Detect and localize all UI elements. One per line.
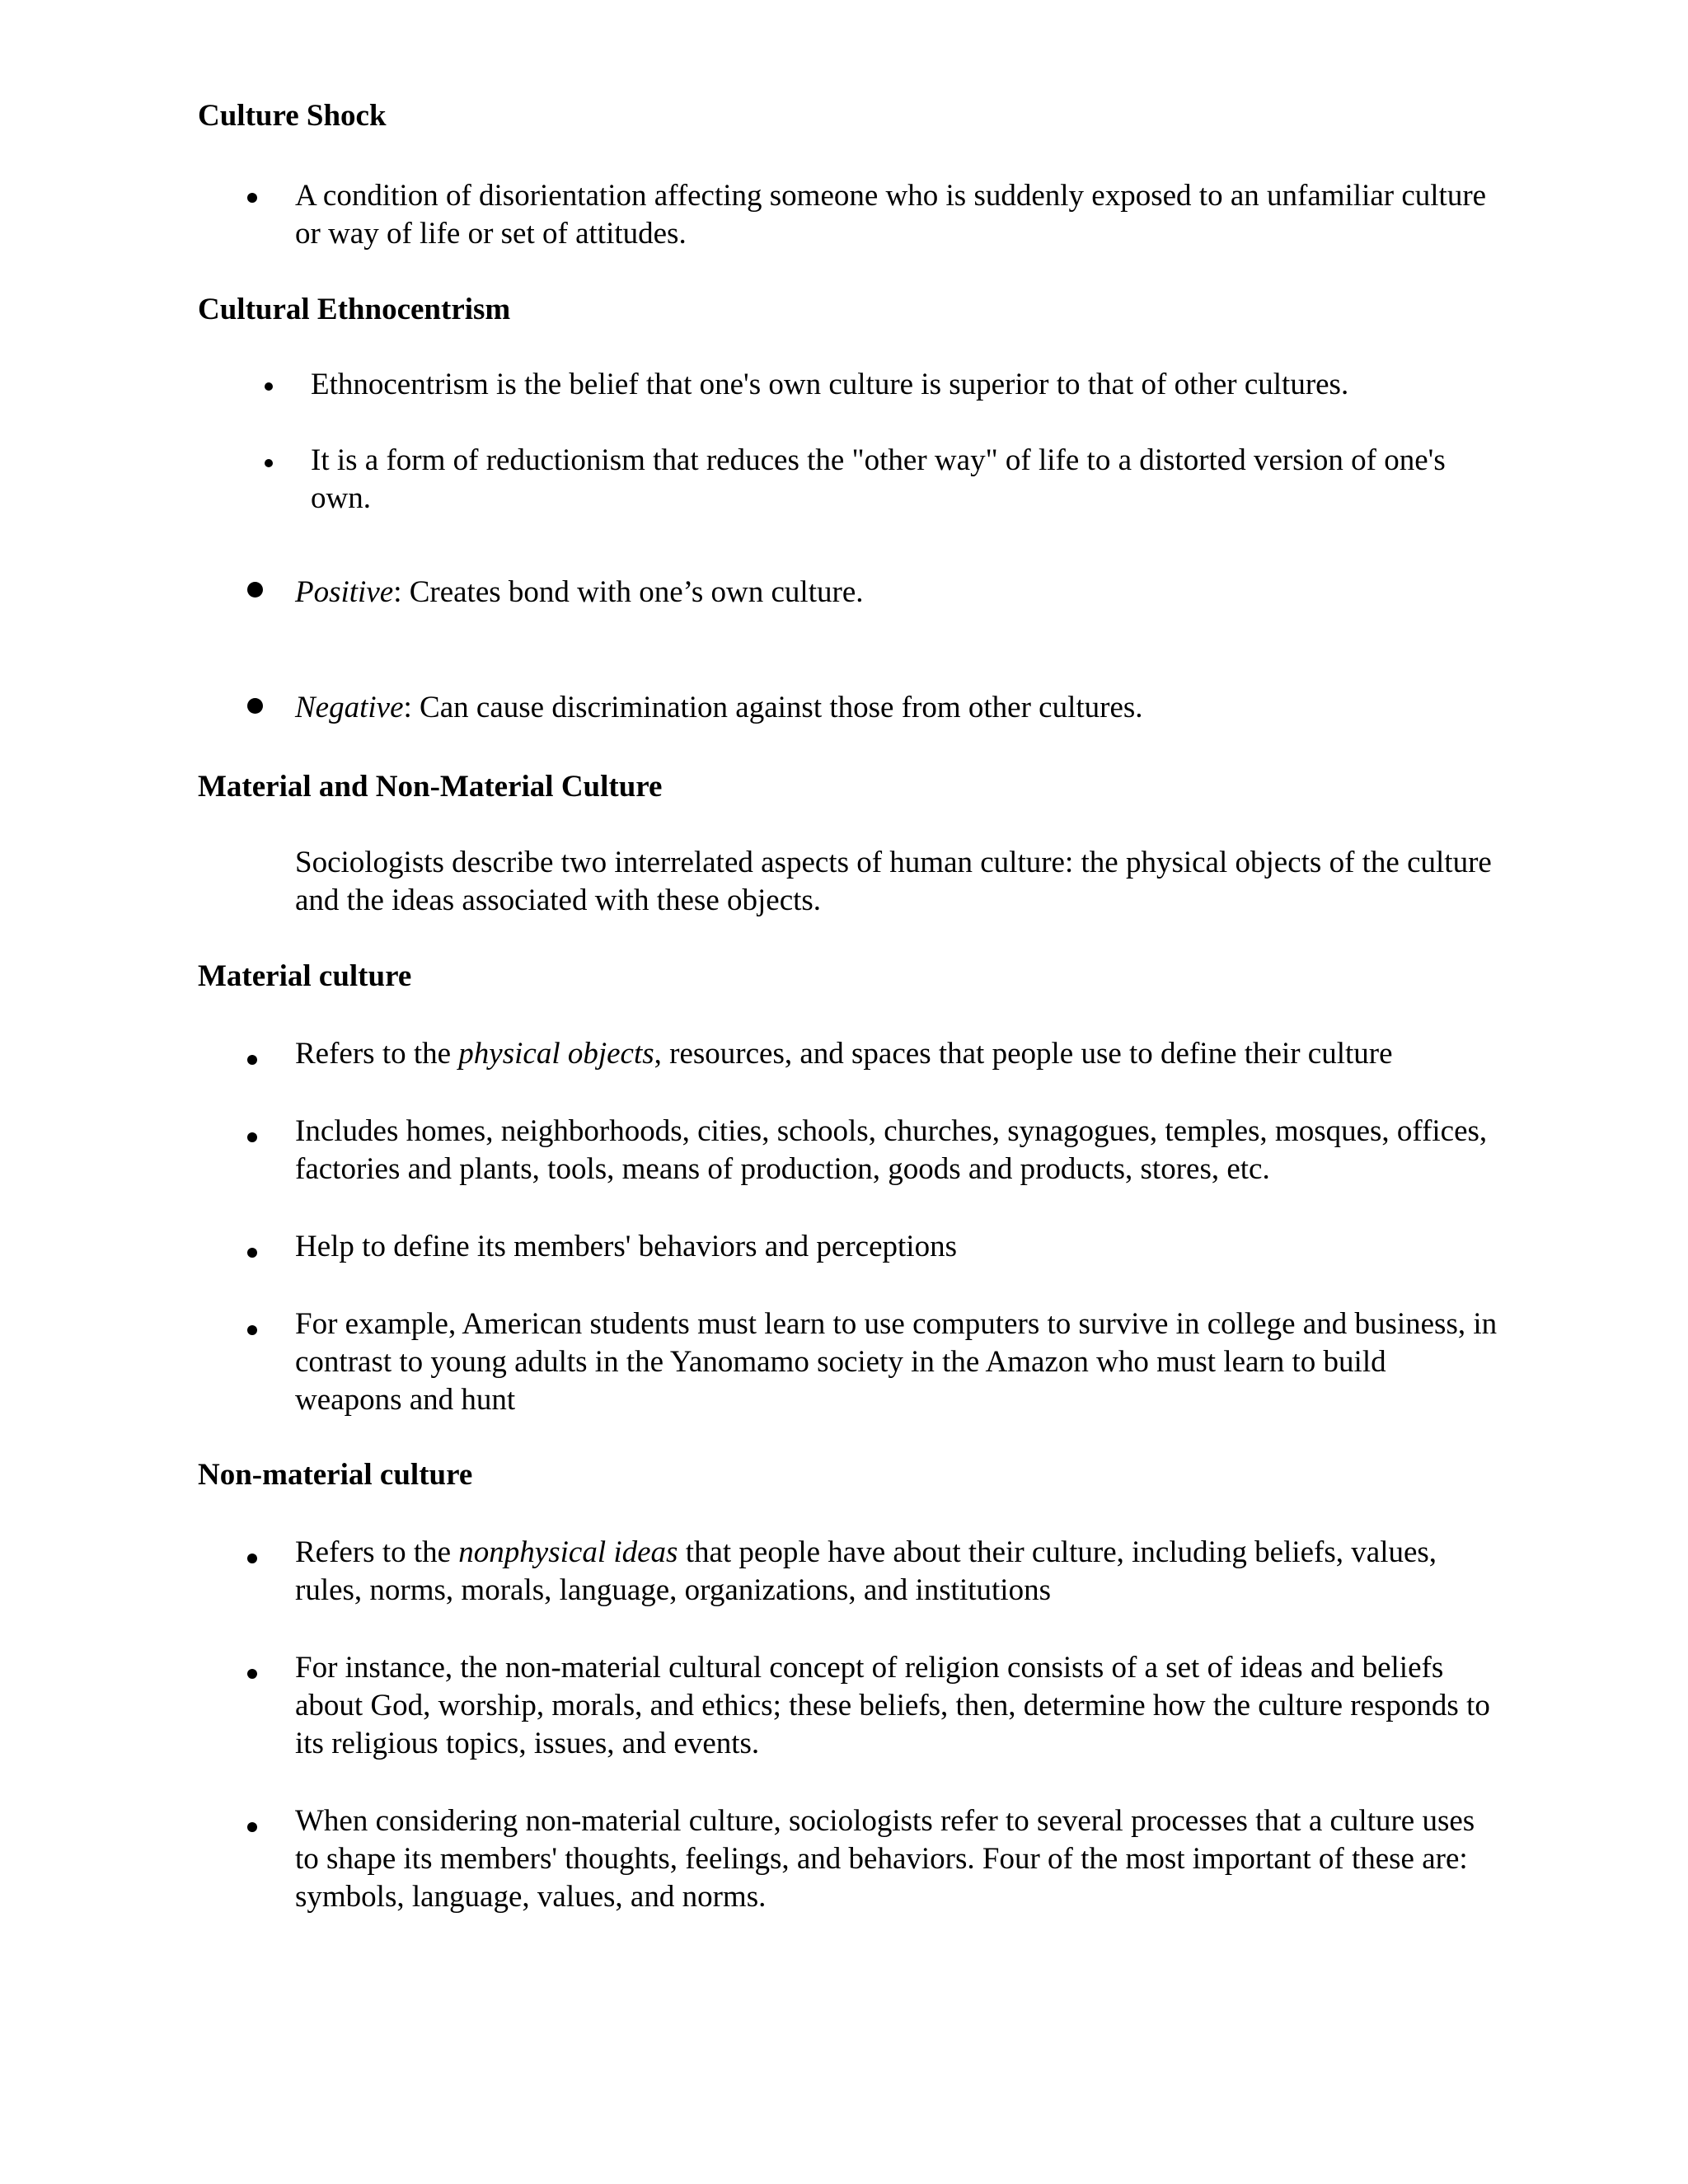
material-bullet-define-behaviors: Help to define its members' behaviors and perceptions [295, 1230, 957, 1263]
material-bullet-physical-objects [295, 1035, 1498, 1073]
bullet-dot [247, 1132, 257, 1142]
aspects-paragraph: Sociologists describe two interrelated aspects of human culture: the physical objects of the culture and the ideas associated with these objects. [295, 846, 1492, 917]
heading-material-culture: Material culture [198, 959, 412, 993]
nonmaterial-bullet-processes: When considering non-material culture, sociologists refer to several processes that a culture uses to shape its members' thoughts, feelings, and behaviors. Four of the most important of these are: symbols, language, values, and norms. [295, 1804, 1475, 1914]
text-run: , resources, and spaces that people use to define their culture [654, 1037, 1393, 1071]
ethnocentrism-positive [295, 574, 1498, 612]
bullet-dot [265, 459, 273, 467]
nonmaterial-bullet-nonphysical-ideas [295, 1534, 1498, 1610]
bullet-dot [247, 1554, 257, 1563]
ethnocentrism-negative [295, 689, 1498, 727]
bullet-dot [247, 1248, 257, 1258]
text-run: Refers to the [295, 1535, 459, 1569]
ethnocentrism-definition: Ethnocentrism is the belief that one's own culture is superior to that of other cultures. [311, 368, 1349, 401]
positive-text: : Creates bond with one’s own culture. [393, 575, 864, 609]
emphasis-physical-objects: physical objects [458, 1037, 654, 1071]
heading-culture-shock: Culture Shock [198, 99, 387, 133]
text-run: that people have about their culture, including beliefs, values, rules, norms, morals, language, organizations, and institutions [295, 1535, 1437, 1607]
bullet-dot [265, 382, 273, 391]
material-bullet-includes: Includes homes, neighborhoods, cities, schools, churches, synagogues, temples, mosques, offices, factories and plants, tools, means of production, goods and products, stores, etc. [295, 1114, 1488, 1186]
bullet-dot [247, 1055, 257, 1065]
bullet-dot [247, 1325, 257, 1335]
heading-material-and-non-material-culture: Material and Non-Material Culture [198, 770, 663, 804]
heading-non-material-culture: Non-material culture [198, 1458, 473, 1492]
bullet-dot [247, 1822, 257, 1832]
material-bullet-example: For example, American students must learn to use computers to survive in college and business, in contrast to young adults in the Yanomamo society in the Amazon who must learn to build weapons and hunt [295, 1307, 1498, 1417]
heading-cultural-ethnocentrism: Cultural Ethnocentrism [198, 293, 511, 326]
text-run: Refers to the [295, 1037, 459, 1071]
emphasis-nonphysical-ideas: nonphysical ideas [458, 1535, 678, 1569]
nonmaterial-bullet-religion: For instance, the non-material cultural concept of religion consists of a set of ideas and beliefs about God, worship, morals, and ethics; these beliefs, then, determine how the culture responds to its religious topics, issues, and events. [295, 1651, 1490, 1760]
culture-shock-definition: A condition of disorientation affecting someone who is suddenly exposed to an unfamiliar culture or way of life or set of attitudes. [295, 179, 1487, 251]
positive-label: Positive [295, 575, 394, 609]
ethnocentrism-reductionism: It is a form of reductionism that reduces the "other way" of life to a distorted version of one's own. [311, 443, 1446, 515]
bullet-dot [247, 1669, 257, 1679]
bullet-dot [247, 698, 263, 714]
bullet-dot [247, 193, 257, 203]
negative-text: : Can cause discrimination against those from other cultures. [403, 691, 1143, 724]
bullet-dot [247, 582, 263, 598]
negative-label: Negative [295, 691, 404, 724]
